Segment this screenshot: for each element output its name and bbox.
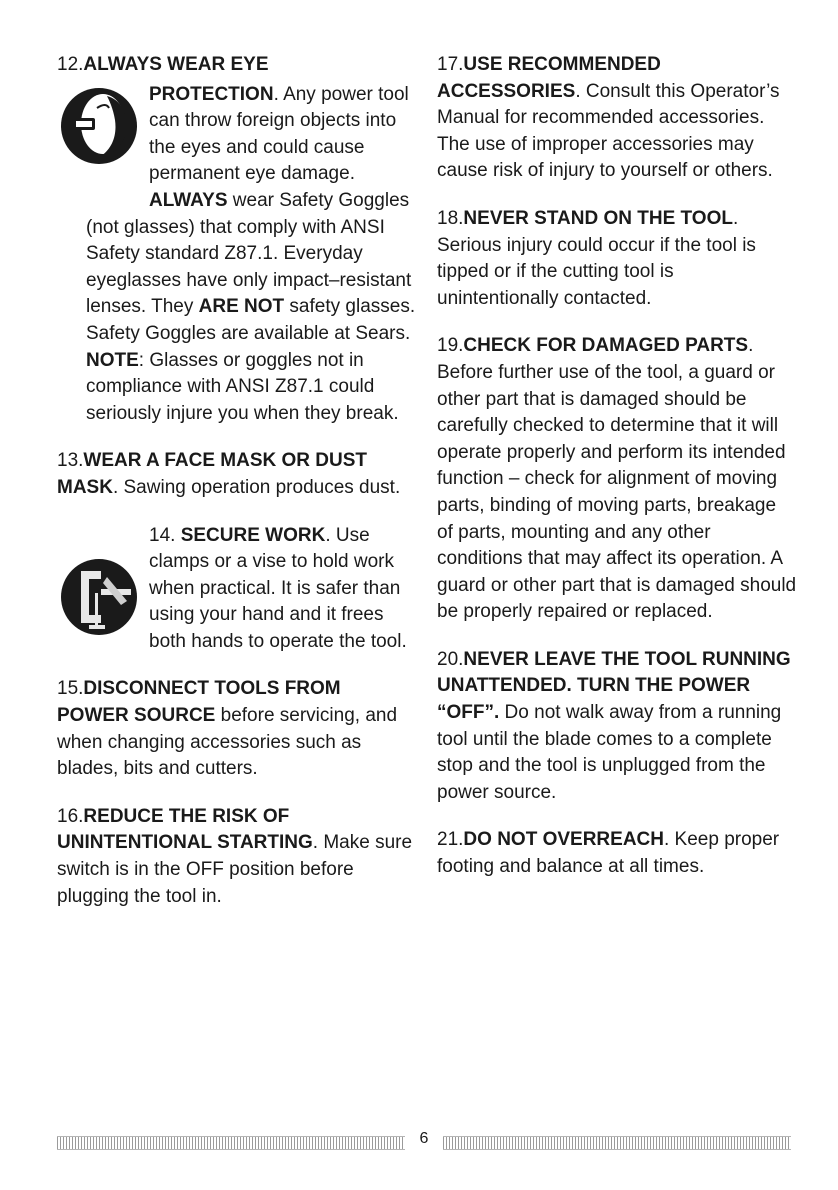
footer-rule-left: [57, 1136, 405, 1150]
instruction-item-20: [437, 647, 797, 807]
item-text: . Keep proper footing and balance at all times.: [437, 829, 780, 878]
item-number: 20.: [437, 648, 464, 670]
item-text: . Make sure switch is in the OFF position before plugging the tool in.: [57, 832, 413, 907]
item-title: DO NOT OVERREACH: [463, 829, 664, 851]
instruction-item-18: [437, 206, 797, 312]
instruction-item-21: [437, 827, 797, 880]
item-text: : Glasses or goggles not in compliance with ANSI Z87.1 could seriously injure you when they break.: [86, 349, 399, 424]
item-text: wear Safety Goggles (not glasses) that comply with ANSI Safety standard Z87.1. Everyday eyeglasses have only impact–resistant lenses. They: [86, 189, 412, 318]
item-text: . Use clamps or a vise to hold work when practical. It is safer than using your hand and it frees both hands to operate the tool.: [149, 524, 407, 652]
emphasis: ARE NOT: [198, 296, 285, 318]
instruction-item-12: [57, 52, 417, 427]
item-text: before servicing, and when changing accessories such as blades, bits and cutters.: [57, 705, 398, 780]
instruction-item-17: [437, 52, 797, 185]
instruction-item-15: [57, 676, 417, 782]
item-title: CHECK FOR DAMAGED PARTS: [463, 335, 749, 357]
page-number: 6: [419, 1130, 429, 1147]
item-number: 16.: [57, 805, 84, 827]
instruction-item-19: [437, 333, 797, 626]
item-number: 13.: [57, 450, 84, 472]
clamp-vise-icon: [57, 553, 141, 663]
instruction-item-13: [57, 448, 417, 501]
emphasis: ALWAYS: [149, 189, 228, 211]
safety-goggles-icon: [57, 82, 141, 192]
item-number: 19.: [437, 335, 464, 357]
page-footer: [57, 1130, 791, 1150]
left-column: [57, 52, 417, 931]
item-text: . Before further use of the tool, a guard or other part that is damaged should be carefully checked to determine that it will operate properly and perform its intended function – check for alignment of moving parts, binding of moving parts, breakage of parts, mounting and any other conditions that may affect its operation. A guard or other part that is damaged should be properly repaired or replaced.: [437, 335, 797, 623]
item-text: . Consult this Operator’s Manual for recommended accessories. The use of improper accessories may cause risk of injury to yourself or others.: [437, 80, 780, 182]
item-number: 21.: [437, 829, 464, 851]
instruction-item-16: [57, 804, 417, 910]
item-title: ALWAYS WEAR EYE: [83, 54, 269, 75]
item-number: 15.: [57, 678, 84, 700]
note-label: NOTE: [86, 349, 139, 371]
item-title: SECURE WORK: [180, 524, 326, 546]
item-title: REDUCE THE RISK OF UNINTENTIONAL STARTING: [57, 805, 313, 854]
item-text: . Sawing operation produces dust.: [112, 476, 401, 498]
item-title: WEAR A FACE MASK OR DUST MASK: [57, 450, 368, 498]
item-text: . Any power tool can throw foreign objects into the eyes and could cause permanent eye damage.: [149, 83, 409, 185]
instruction-item-14: [57, 523, 417, 656]
item-title: USE RECOMMENDED ACCESSORIES: [437, 54, 661, 102]
item-title: NEVER STAND ON THE TOOL: [463, 207, 733, 229]
item-number: 17.: [437, 54, 464, 75]
item-text: Do not walk away from a running tool until the blade comes to a complete stop and the tool is unplugged from the power source.: [437, 702, 782, 803]
item-text: safety glasses. Safety Goggles are available at Sears.: [86, 296, 416, 344]
item-title: DISCONNECT TOOLS FROM POWER SOURCE: [57, 678, 341, 727]
footer-rule-right: [443, 1136, 791, 1150]
right-column: [437, 52, 797, 902]
item-text: . Serious injury could occur if the tool is tipped or if the cutting tool is unintentionally contacted.: [437, 207, 756, 309]
item-title: NEVER LEAVE THE TOOL RUNNING UNATTENDED. TURN THE POWER “OFF”.: [437, 648, 791, 724]
item-number: 12.: [57, 54, 84, 75]
item-number: 18.: [437, 207, 464, 229]
item-number: 14.: [149, 524, 176, 546]
item-title-continued: PROTECTION: [149, 83, 274, 105]
